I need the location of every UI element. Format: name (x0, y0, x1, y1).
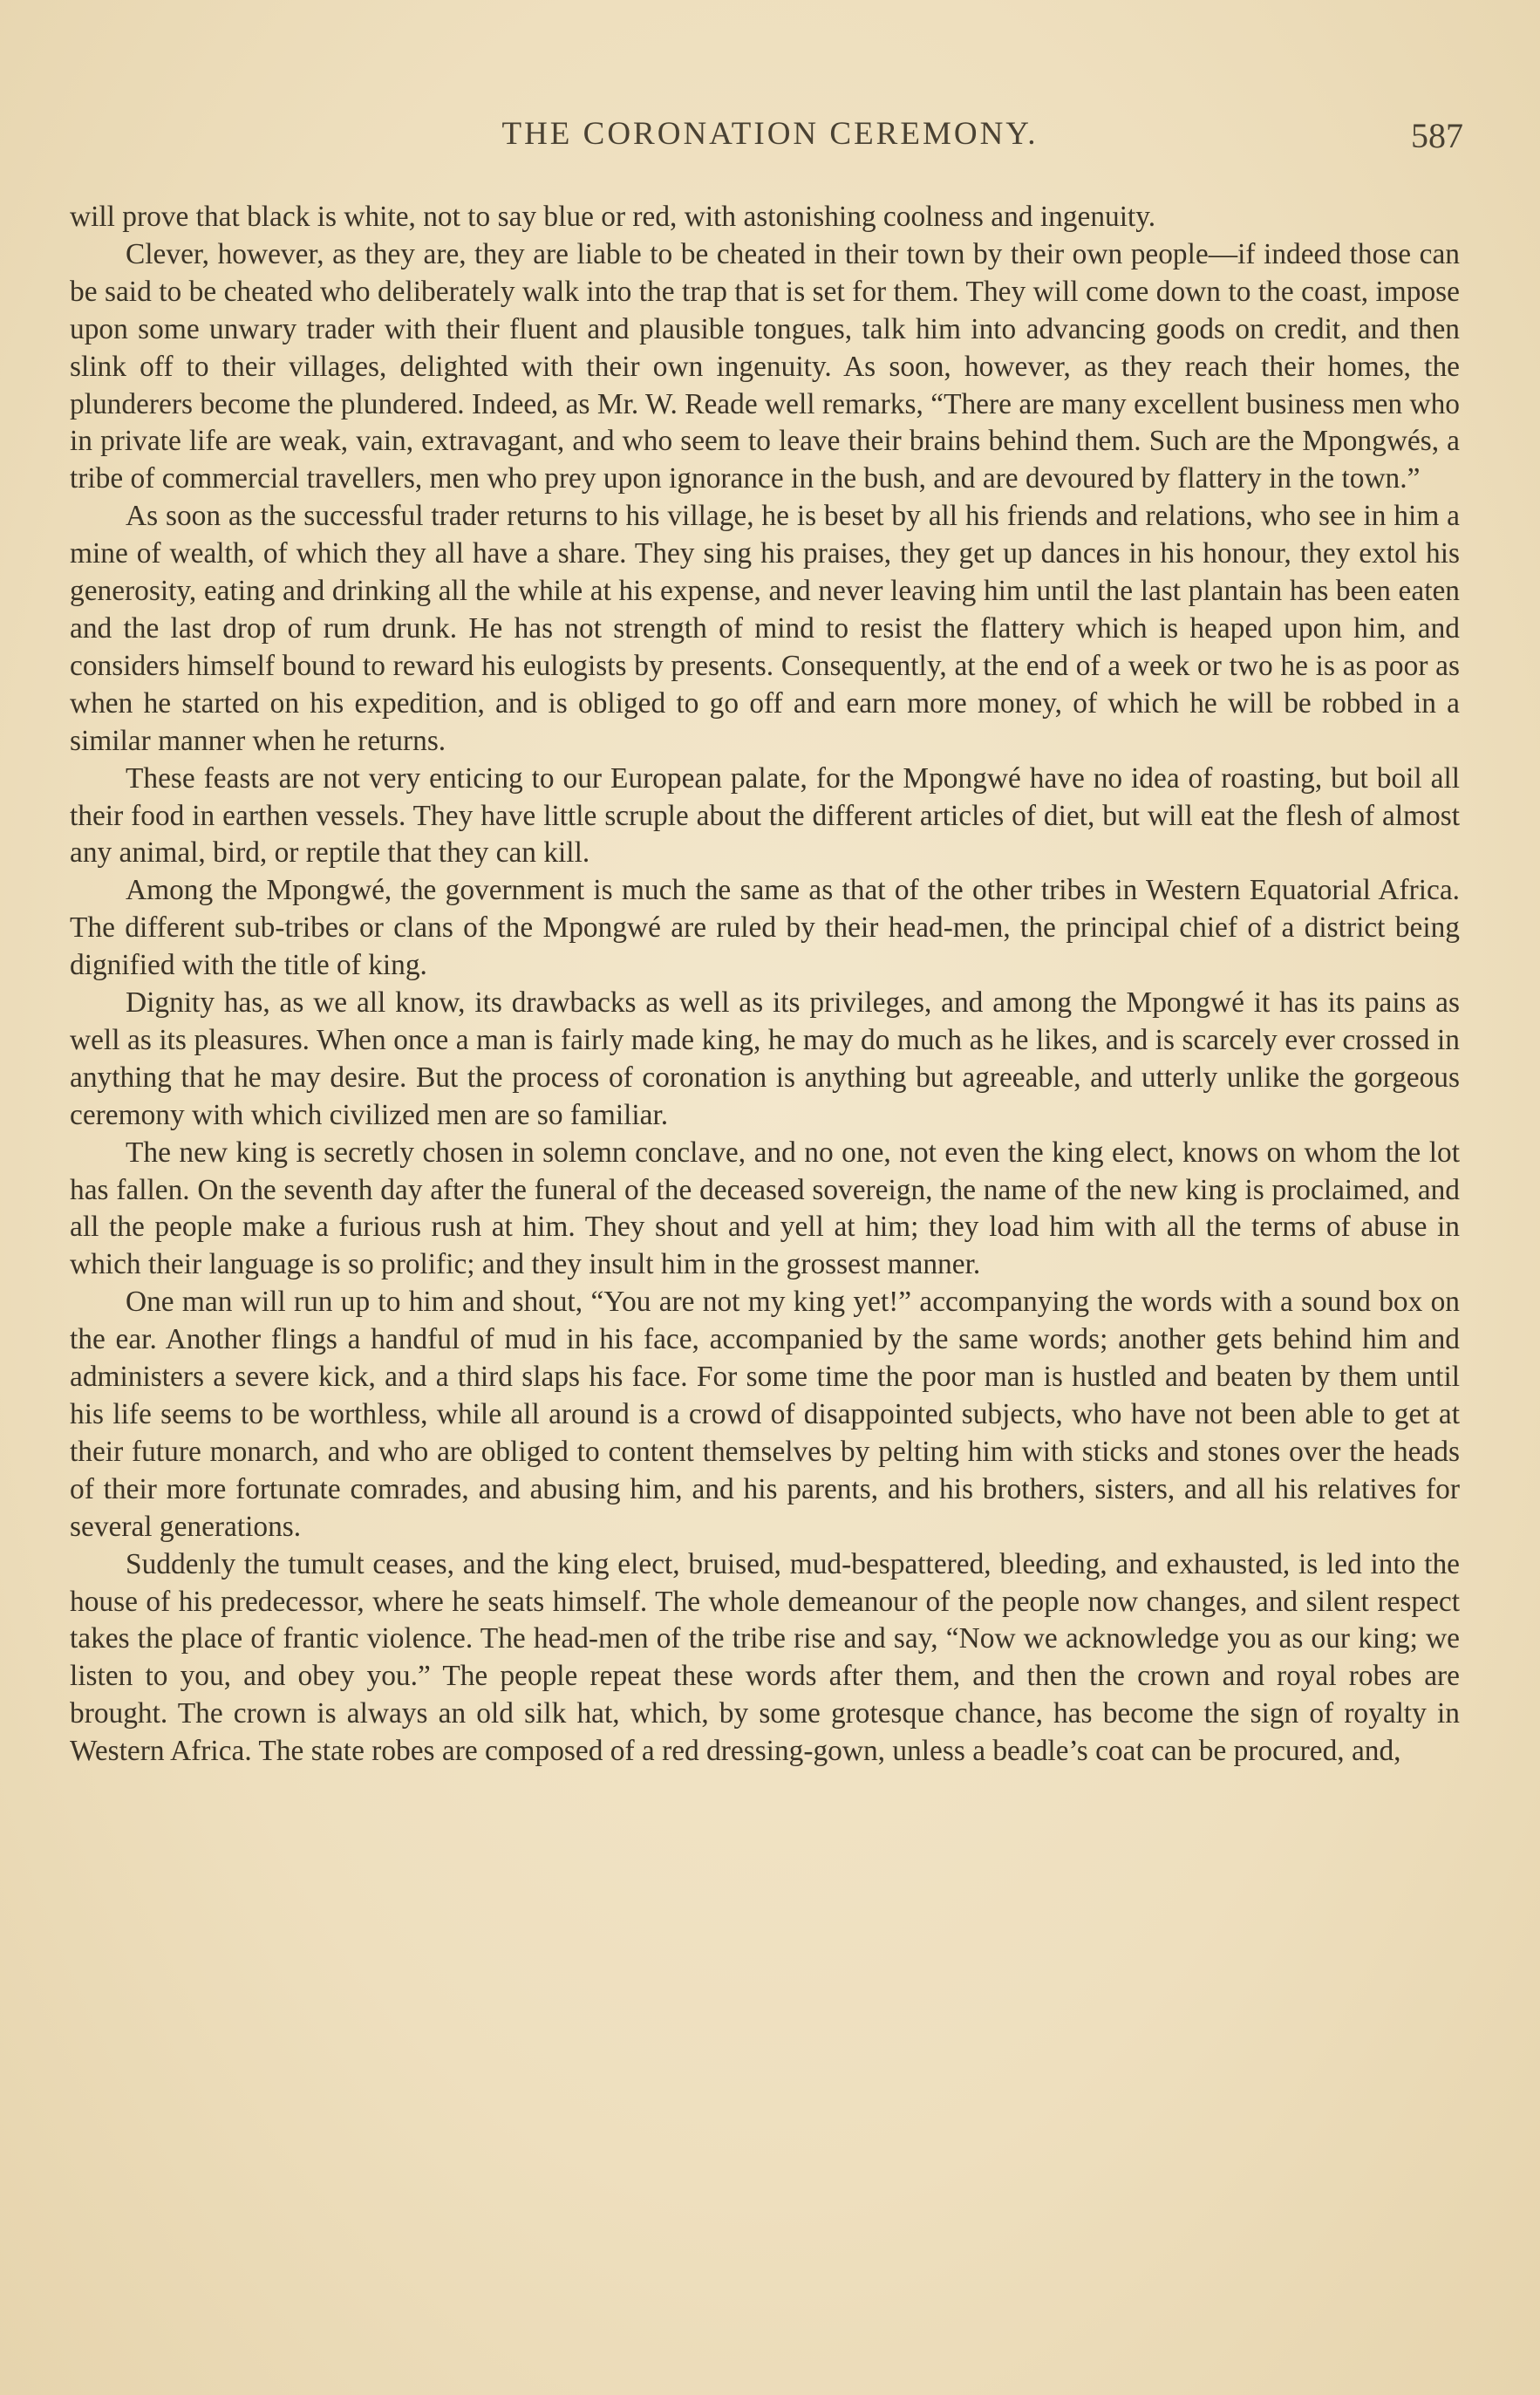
body-text (70, 199, 1460, 1771)
paragraph: Clever, however, as they are, they are liable to be cheated in their town by their own people—if indeed those can be said to be cheated who deliberately walk into the trap that is set for them. They will come down to the coast, impose upon some unwary trader with their fluent and plausible tongues, talk him into advancing goods on credit, and then slink off to their villages, delighted with their own ingenuity. As soon, however, as they reach their homes, the plunderers become the plundered. Indeed, as Mr. W. Reade well remarks, “There are many excellent business men who in private life are weak, vain, extravagant, and who seem to leave their brains behind them. Such are the Mpongwés, a tribe of commercial travellers, men who prey upon ignorance in the bush, and are devoured by flattery in the town.” (70, 237, 1460, 495)
paragraph: Suddenly the tumult ceases, and the king elect, bruised, mud-bespattered, bleeding, and exhausted, is led into the house of his predecessor, where he seats himself. The whole demeanour of the people now changes, and silent respect takes the place of frantic violence. The head-men of the tribe rise and say, “Now we acknowledge you as our king; we listen to you, and obey you.” The people repeat these words after them, and then the crown and royal robes are brought. The crown is always an old silk hat, which, by some grotesque chance, has become the sign of royalty in Western Africa. The state robes are composed of a red dressing-gown, unless a beadle’s coat can be procured, and, (70, 1547, 1460, 1768)
paragraph: As soon as the successful trader returns to his village, he is beset by all his friends and relations, who see in him a mine of wealth, of which they all have a share. They sing his praises, they get up dances in his honour, they extol his generosity, eating and drinking all the while at his expense, and never leaving him until the last plantain has been eaten and the last drop of rum drunk. He has not strength of mind to resist the flattery which is heaped upon him, and considers himself bound to reward his eulogists by presents. Consequently, at the end of a week or two he is as poor as when he started on his expedition, and is obliged to go off and earn more money, of which he will be robbed in a similar manner when he returns. (70, 500, 1460, 757)
paragraph: Among the Mpongwé, the government is much the same as that of the other tribes in Western Equatorial Africa. The different sub-tribes or clans of the Mpongwé are ruled by their head-men, the principal chief of a district being dignified with the title of king. (70, 874, 1460, 982)
paragraph: Dignity has, as we all know, its drawbacks as well as its privileges, and among the Mpongwé it has its pains as well as its pleasures. When once a man is fairly made king, he may do much as he likes, and is scarcely ever crossed in anything that he may desire. But the process of coronation is anything but agreeable, and utterly unlike the gorgeous ceremony with which civilized men are so familiar. (70, 986, 1460, 1131)
paragraph: One man will run up to him and shout, “You are not my king yet!” accompanying the words with a sound box on the ear. Another flings a handful of mud in his face, accompanied by the same words; another gets behind him and administers a severe kick, and a third slaps his face. For some time the poor man is hustled and beaten by them until his life seems to be worthless, while all around is a crowd of disappointed subjects, who have not been able to get at their future monarch, and who are obliged to content themselves by pelting him with sticks and stones over the heads of their more fortunate comrades, and abusing him, and his parents, and his brothers, sisters, and all his relatives for several generations. (70, 1286, 1460, 1543)
paragraph: The new king is secretly chosen in solemn conclave, and no one, not even the king elect, knows on whom the lot has fallen. On the seventh day after the funeral of the deceased sovereign, the name of the new king is proclaimed, and all the people make a furious rush at him. They shout and yell at him; they load him with all the terms of abuse in which their language is so prolific; and they insult him in the grossest manner. (70, 1136, 1460, 1281)
page-header (0, 115, 1540, 167)
paragraph-continuation: will prove that black is white, not to say blue or red, with astonishing coolness and ingenuity. (70, 201, 1156, 233)
running-head: THE CORONATION CEREMONY. (501, 116, 1039, 152)
page-number: 587 (1411, 116, 1463, 155)
paragraph: These feasts are not very enticing to our European palate, for the Mpongwé have no idea of roasting, but boil all their food in earthen vessels. They have little scruple about the different articles of diet, but will eat the flesh of almost any animal, bird, or reptile that they can kill. (70, 761, 1460, 870)
